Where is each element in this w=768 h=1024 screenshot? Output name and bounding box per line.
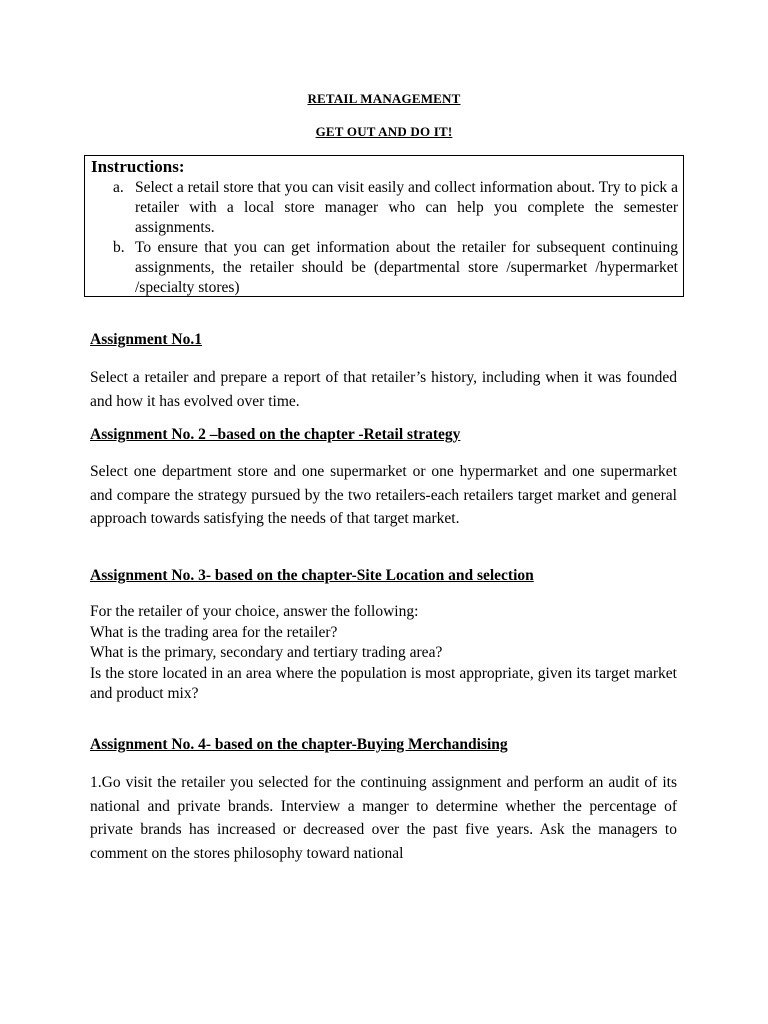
instruction-item-a [113,178,678,238]
assignment-4-heading: Assignment No. 4- based on the chapter-Buying Merchandising [90,736,508,753]
document-title: RETAIL MANAGEMENT [307,91,461,106]
instruction-item-b [113,238,678,298]
instructions-heading: Instructions: [91,157,185,176]
assignment-3-line: Is the store located in an area where the population is most appropriate, given its target market and product mix? [90,664,677,702]
instruction-text-a: Select a retail store that you can visit easily and collect information about. Try to pick a retailer with a local store manager who can help you complete the semester assignments. [135,179,678,236]
assignment-3-line: For the retailer of your choice, answer the following: [90,603,419,620]
assignment-3-line: What is the primary, secondary and tertiary trading area? [90,644,443,661]
assignment-4-body: 1.Go visit the retailer you selected for the continuing assignment and perform an audit of its national and private brands. Interview a manger to determine whether the percentage of private brands has increased or decreased over the past five years. Ask the managers to comment on the stores philosophy toward national [90,774,677,862]
assignment-1-heading: Assignment No.1 [90,331,202,348]
assignment-2-body: Select one department store and one supermarket or one hypermarket and one supermarket and compare the strategy pursued by the two retailers-each retailers target market and general approach towards satisfying the needs of that target market. [90,463,677,527]
instruction-marker-a: a. [113,179,124,196]
assignment-3-heading: Assignment No. 3- based on the chapter-Site Location and selection [90,567,534,584]
document-subtitle: GET OUT AND DO IT! [315,124,453,139]
assignment-3-body [90,602,677,705]
instructions-box [84,155,684,297]
instruction-marker-b: b. [113,239,125,256]
assignment-2-heading: Assignment No. 2 –based on the chapter -Retail strategy [90,426,461,443]
instruction-text-b: To ensure that you can get information about the retailer for subsequent continuing assignments, the retailer should be (departmental store /supermarket /hypermarket /specialty stores) [135,239,678,296]
assignment-1-body: Select a retailer and prepare a report of that retailer’s history, including when it was founded and how it has evolved over time. [90,369,677,410]
assignment-3-line: What is the trading area for the retailer? [90,623,338,641]
